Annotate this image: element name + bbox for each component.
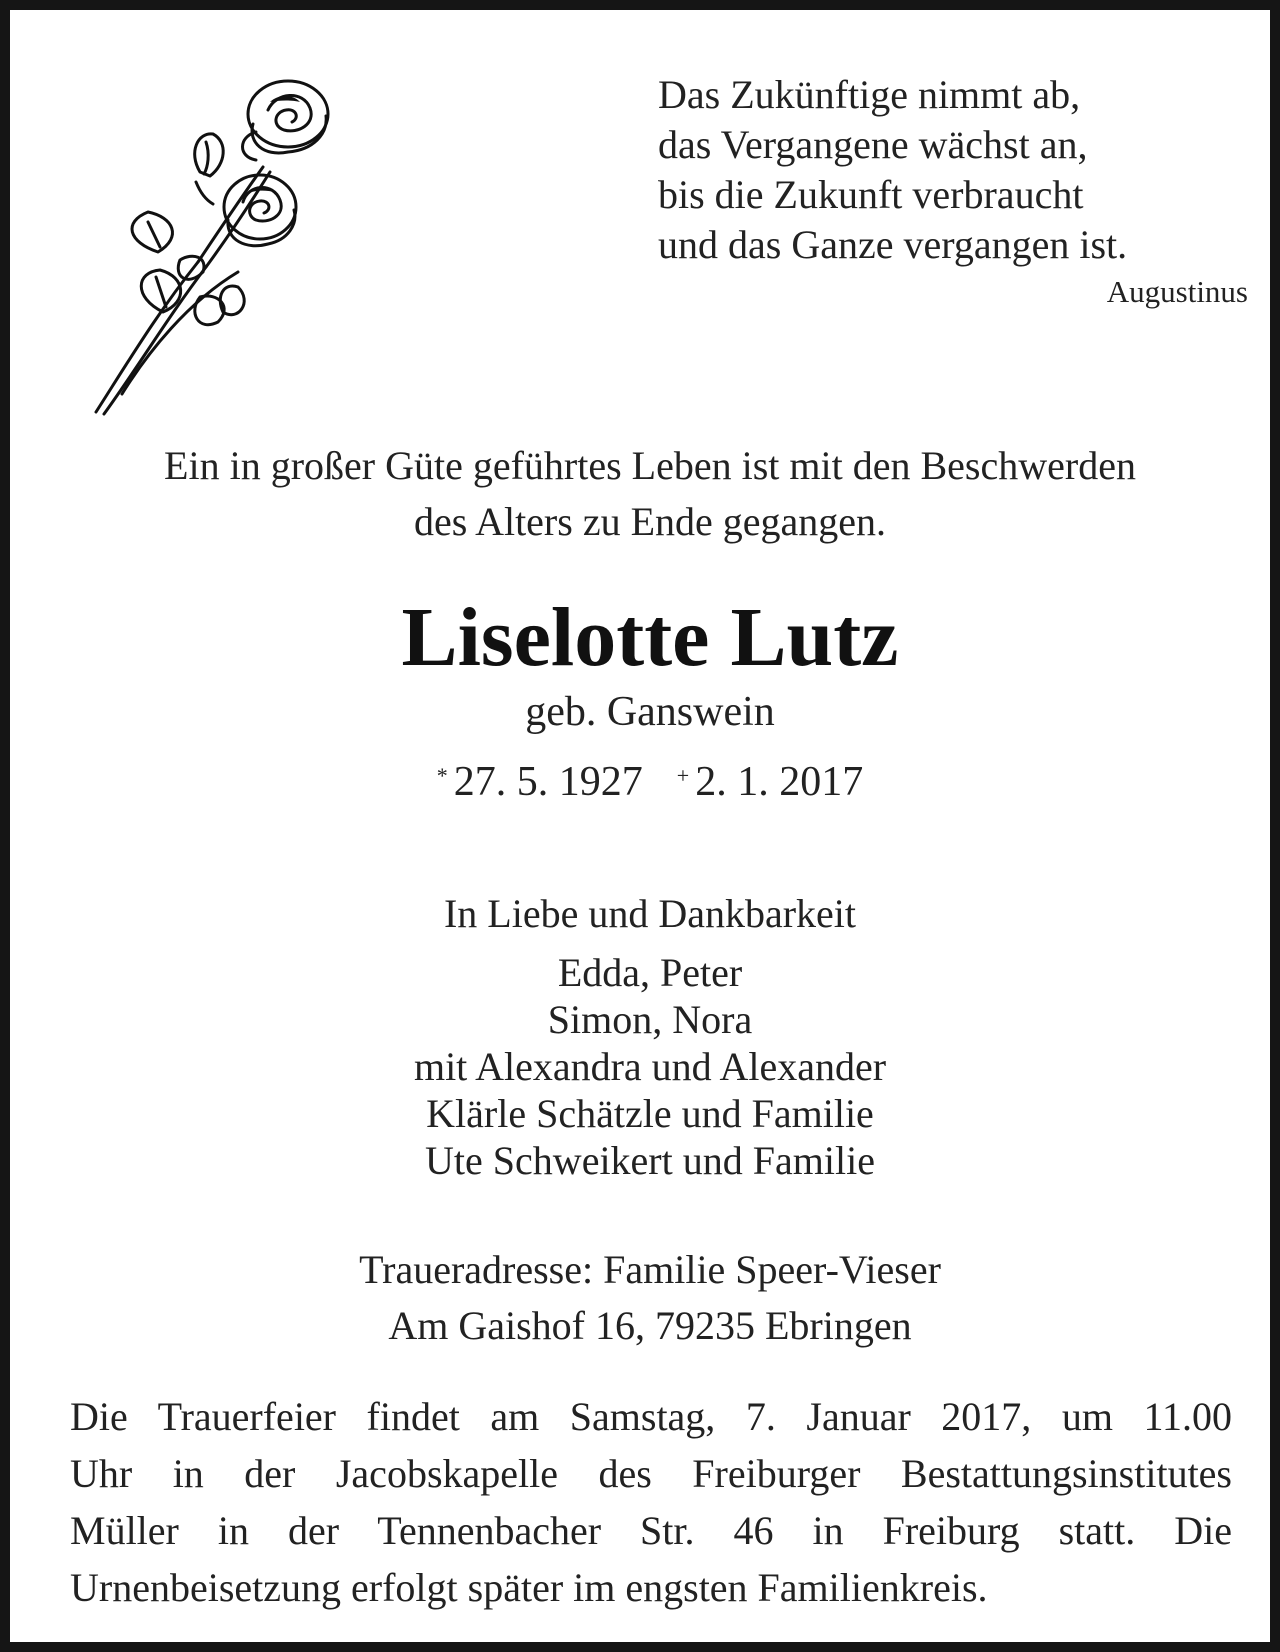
mourners-list (10, 890, 1280, 1184)
service-line: Urnenbeisetzung erfolgt später im engsten Familienkreis. (70, 1565, 988, 1610)
quote-line: und das Ganze vergangen ist. (658, 222, 1128, 267)
mourner-name: Edda, Peter (557, 950, 743, 995)
death-date: 2. 1. 2017 (695, 759, 864, 805)
quote-line: bis die Zukunft verbraucht (658, 172, 1084, 217)
life-dates (10, 754, 1280, 810)
quote-line: das Vergangene wächst an, (658, 122, 1088, 167)
funeral-service-info (70, 1388, 1232, 1616)
mourner-name: mit Alexandra und Alexander (413, 1044, 887, 1089)
mourner-name: Ute Schweikert und Familie (425, 1138, 875, 1183)
mourners-lead: In Liebe und Dankbarkeit (443, 891, 857, 936)
address-line: Traueradresse: Familie Speer-Vieser (359, 1247, 941, 1292)
service-line: Die Trauerfeier findet am Samstag, 7. Januar 2017, um 11.00 (70, 1394, 1232, 1439)
intro-line: des Alters zu Ende gegangen. (413, 499, 887, 544)
birth-symbol: * (436, 763, 448, 788)
mourning-address (10, 1242, 1280, 1354)
rose-illustration-icon (88, 72, 348, 422)
intro-text (50, 438, 1250, 550)
mourner-name: Simon, Nora (547, 997, 753, 1042)
quote-author: Augustinus (1106, 274, 1248, 309)
address-line: Am Gaishof 16, 79235 Ebringen (388, 1303, 912, 1348)
service-line: Müller in der Tennenbacher Str. 46 in Freiburg statt. Die (70, 1508, 1232, 1553)
mourner-name: Klärle Schätzle und Familie (426, 1091, 874, 1136)
intro-line: Ein in großer Güte geführtes Leben ist mit den Beschwerden (164, 443, 1136, 488)
epigraph-quote (658, 70, 1258, 314)
death-symbol: + (676, 763, 690, 788)
service-line: Uhr in der Jacobskapelle des Freiburger Bestattungsinstitutes (70, 1451, 1232, 1496)
birth-date: 27. 5. 1927 (453, 759, 643, 805)
deceased-name: Liselotte Lutz (401, 591, 899, 684)
quote-line: Das Zukünftige nimmt ab, (658, 72, 1081, 117)
maiden-name: geb. Ganswein (525, 689, 775, 735)
